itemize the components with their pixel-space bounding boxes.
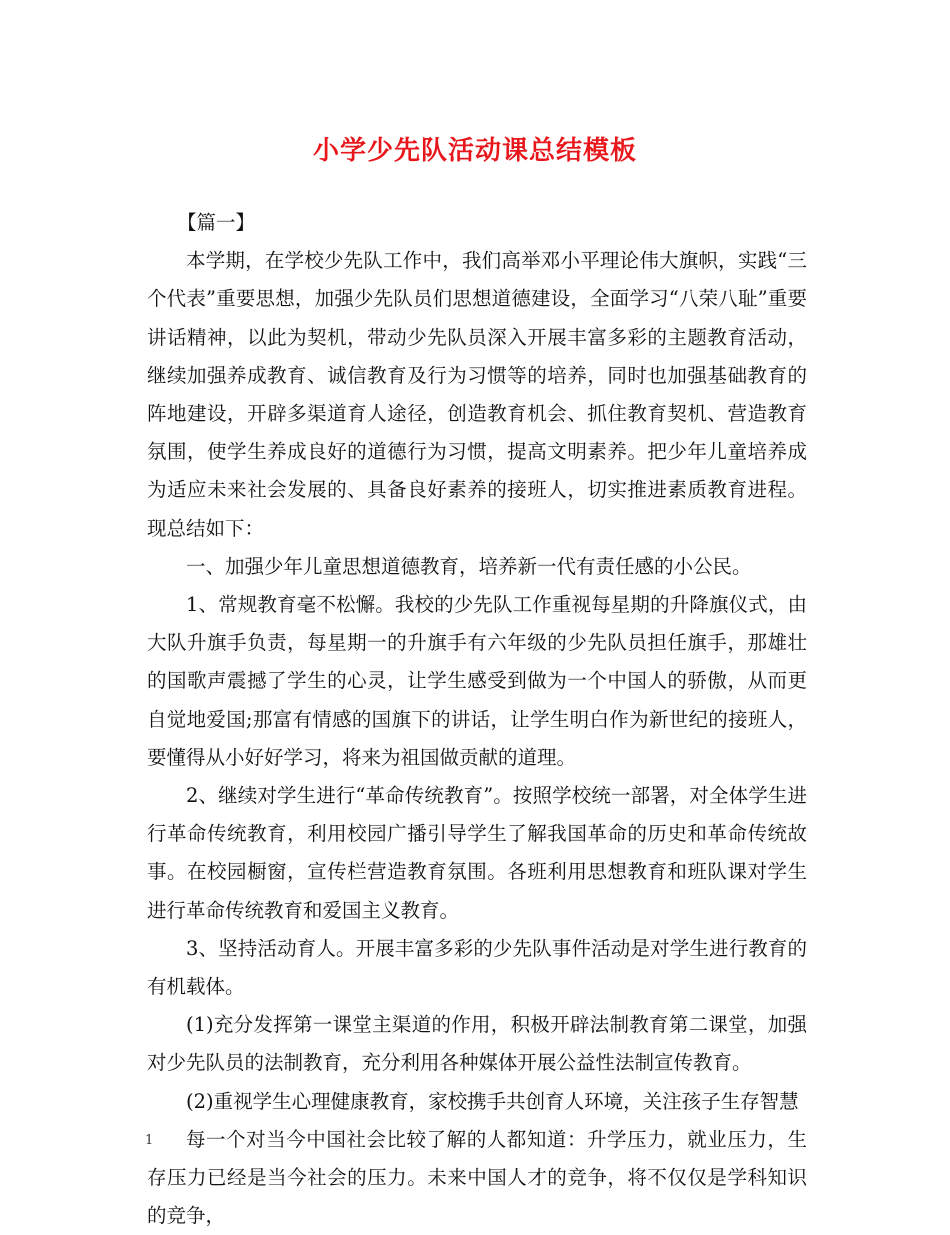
paragraph: 一、加强少年儿童思想道德教育，培养新一代有责任感的小公民。 <box>186 554 752 578</box>
paragraph: 2、继续对学生进行“革命传统教育”。按照学校统一部署，对全体学生进行革命传统教育，利用校园广播引导学生了解我国革命的历史和革命传统故事。在校园橱窗，宣传栏营造教育氛围。各班利用思想教育和班队课对学生进行革命传统教育和爱国主义教育。 <box>147 784 807 922</box>
paragraph: 1、常规教育毫不松懈。我校的少先队工作重视每星期的升降旗仪式，由大队升旗手负责，每星期一的升旗手有六年级的少先队员担任旗手，那雄壮的国歌声震撼了学生的心灵，让学生感受到做为一个中国人的骄傲，从而更自觉地爱国;那富有情感的国旗下的讲话，让学生明白作为新世纪的接班人，要懂得从小好好学习，将来为祖国做贡献的道理。 <box>147 593 807 769</box>
section-heading: 【篇一】 <box>177 211 256 234</box>
paragraph: 3、坚持活动育人。开展丰富多彩的少先队事件活动是对学生进行教育的有机载体。 <box>147 936 807 999</box>
document-title: 小学少先队活动课总结模板 <box>312 136 637 166</box>
paragraph: 每一个对当今中国社会比较了解的人都知道：升学压力，就业压力，生存压力已经是当今社会的压力。未来中国人才的竞争，将不仅仅是学科知识的竞争， <box>147 1127 807 1228</box>
document-body <box>147 204 807 1235</box>
page-number: 1 <box>145 1133 154 1148</box>
paragraph: (2)重视学生心理健康教育，家校携手共创育人环境，关注孩子生存智慧 <box>186 1089 799 1113</box>
paragraph: 本学期，在学校少先队工作中，我们高举邓小平理论伟大旗帜，实践“三个代表”重要思想，加强少先队员们思想道德建设，全面学习“八荣八耻”重要讲话精神，以此为契机，带动少先队员深入开展丰富多彩的主题教育活动，继续加强养成教育、诚信教育及行为习惯等的培养，同时也加强基础教育的阵地建设，开辟多渠道育人途径，创造教育机会、抓住教育契机、营造教育氛围，使学生养成良好的道德行为习惯，提高文明素养。把少年儿童培养成为适应未来社会发展的、具备良好素养的接班人，切实推进素质教育进程。现总结如下： <box>147 249 807 540</box>
paragraph: (1)充分发挥第一课堂主渠道的作用，积极开辟法制教育第二课堂，加强对少先队员的法制教育，充分利用各种媒体开展公益性法制宣传教育。 <box>147 1013 807 1075</box>
